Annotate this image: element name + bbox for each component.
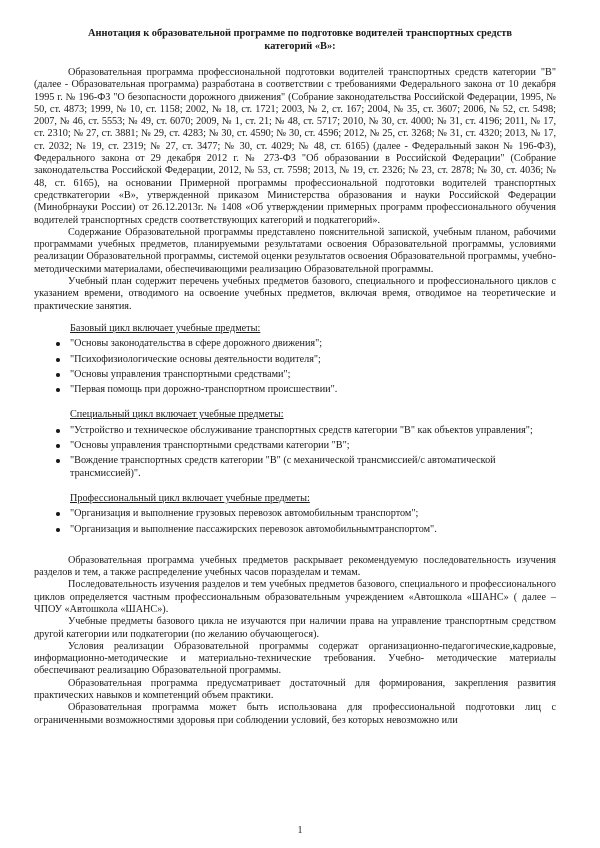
special-cycle-list bbox=[34, 425, 556, 480]
list-item: "Устройство и техническое обслуживание транспортных средств категории "В" как объектов управления"; bbox=[34, 425, 556, 437]
professional-cycle-list bbox=[34, 508, 556, 536]
basic-cycle-heading: Базовый цикл включает учебные предметы: bbox=[70, 322, 261, 334]
paragraph-1: Образовательная программа учебных предметов раскрывает рекомендуемую последовательность изучения разделов и тем, а также распределение учебных часов поразделам и темам. bbox=[34, 554, 556, 579]
list-item: "Основы законодательства в сфере дорожного движения"; bbox=[34, 338, 556, 350]
basic-cycle-list bbox=[34, 338, 556, 396]
list-item: "Организация и выполнение грузовых перевозок автомобильным транспортом"; bbox=[34, 508, 556, 520]
bullet-icon bbox=[56, 373, 60, 377]
paragraph-content: Содержание Образовательной программы представлено пояснительной запиской, учебным планом, рабочими программами учебных предметов, планируемыми результатами освоения Образовательной программы, условиями реализации Образовательной программы, системой оценки результатов освоения Образовательной программы, учебно-методическими материалами, обеспечивающими реализацию Образовательной программы. bbox=[34, 226, 556, 275]
list-item: "Основы управления транспортными средствами"; bbox=[34, 369, 556, 381]
bullet-icon bbox=[56, 528, 60, 532]
paragraph-intro: Образовательная программа профессиональной подготовки водителей транспортных средств категории "В" (далее - Образовательная программа) разработана в соответствии с требованиями Федерального закона от 10 декабря 1995 г. № 196-ФЗ "О безопасности дорожного движения" (Собрание законодательства Российской Федерации, 1995, № 50, ст. 4873; 1999, № 10, ст. 1158; 2002, № 18, ст. 1721; 2003, № 2, ст. 167; 2004, № 35, ст. 3607; 2006, № 52, ст. 5498; 2007, № 46, ст. 5553; № 49, ст. 6070; 2009, № 1, ст. 21; № 48, ст. 5717; 2010, № 30, ст. 4000; № 31, ст. 4196; 2011, № 17, ст. 2310; № 27, ст. 3881; № 29, ст. 4283; № 30, ст. 4590; № 30, ст. 4596; 2012, № 25, ст. 3268; № 31, ст. 4320; 2013, № 17, ст. 2032; № 19, ст. 2319; № 27, ст. 3477; № 30, ст. 4029; № 48, ст. 6165) (далее - Федеральный закон № 196-ФЗ), Федерального закона от 29 декабря 2012 г. № 273-ФЗ "Об образовании в Российской Федерации" (Собрание законодательства Российской Федерации, 2012, № 53, ст. 7598; 2013, № 19, ст. 2326; № 23, ст. 2878; № 30, ст. 4036; № 48, ст. 6165), на основании Примерной программы профессиональной подготовки водителей транспортных средствкатегории «В», утвержденной приказом Министерства образования и науки Российской Федерации (Минобрнауки России) от 26.12.2013г. № 1408 «Об утверждении примерных программ профессионального обучения водителей транспортных средств соответствующих категорий и подкатегорий». bbox=[34, 67, 556, 226]
paragraph-5: Образовательная программа предусматривает достаточный для формирования, закрепления развития практических навыков и компетенций объем практики. bbox=[34, 677, 556, 702]
paragraph-6: Образовательная программа может быть использована для профессиональной подготовки лиц с ограниченными возможностями здоровья при соблюдении условий, без которых невозможно или bbox=[34, 702, 556, 726]
paragraph-4: Условия реализации Образовательной программы содержат организационно-педагогические,кадровые, информационно-методические и материально-технические требования. Учебно- методические материалы обеспечивают реализацию Образовательной программы. bbox=[34, 640, 556, 677]
paragraph-plan: Учебный план содержит перечень учебных предметов базового, специального и профессионального циклов с указанием времени, отводимого на освоение учебных предметов, включая время, отводимое на теоретические и практические занятия. bbox=[34, 276, 556, 312]
bullet-icon bbox=[56, 512, 60, 516]
page-number: 1 bbox=[297, 825, 303, 836]
bullet-icon bbox=[56, 459, 60, 463]
bullet-icon bbox=[56, 388, 60, 392]
bullet-icon bbox=[56, 342, 60, 346]
list-item: "Организация и выполнение пассажирских перевозок автомобильнымтранспортом". bbox=[34, 524, 556, 536]
list-item: "Вождение транспортных средств категории "В" (с механической трансмиссией/с автоматической трансмиссией)". bbox=[34, 455, 556, 480]
paragraph-2: Последовательность изучения разделов и тем учебных предметов базового, специального и профессионального циклов определяется частным профессиональным образовательным учреждением «Автошкола «ШАНС» ( далее – ЧПОУ «Автошкола «ШАНС»). bbox=[34, 579, 556, 615]
bullet-icon bbox=[56, 444, 60, 448]
document-title: Аннотация к образовательной программе по подготовке водителей транспортных средств категорий «В»: bbox=[88, 28, 512, 52]
paragraph-3: Учебные предметы базового цикла не изучаются при наличии права на управление транспортным средством другой категории или подкатегории (по желанию обучающегося). bbox=[34, 616, 556, 640]
list-item: "Первая помощь при дорожно-транспортном происшествии". bbox=[34, 384, 556, 396]
professional-cycle-heading: Профессиональный цикл включает учебные предметы: bbox=[70, 492, 310, 504]
bullet-icon bbox=[56, 429, 60, 433]
bullet-icon bbox=[56, 358, 60, 362]
special-cycle-heading: Специальный цикл включает учебные предметы: bbox=[70, 409, 284, 421]
list-item: "Основы управления транспортными средствами категории "В"; bbox=[34, 440, 556, 452]
list-item: "Психофизиологические основы деятельности водителя"; bbox=[34, 354, 556, 366]
